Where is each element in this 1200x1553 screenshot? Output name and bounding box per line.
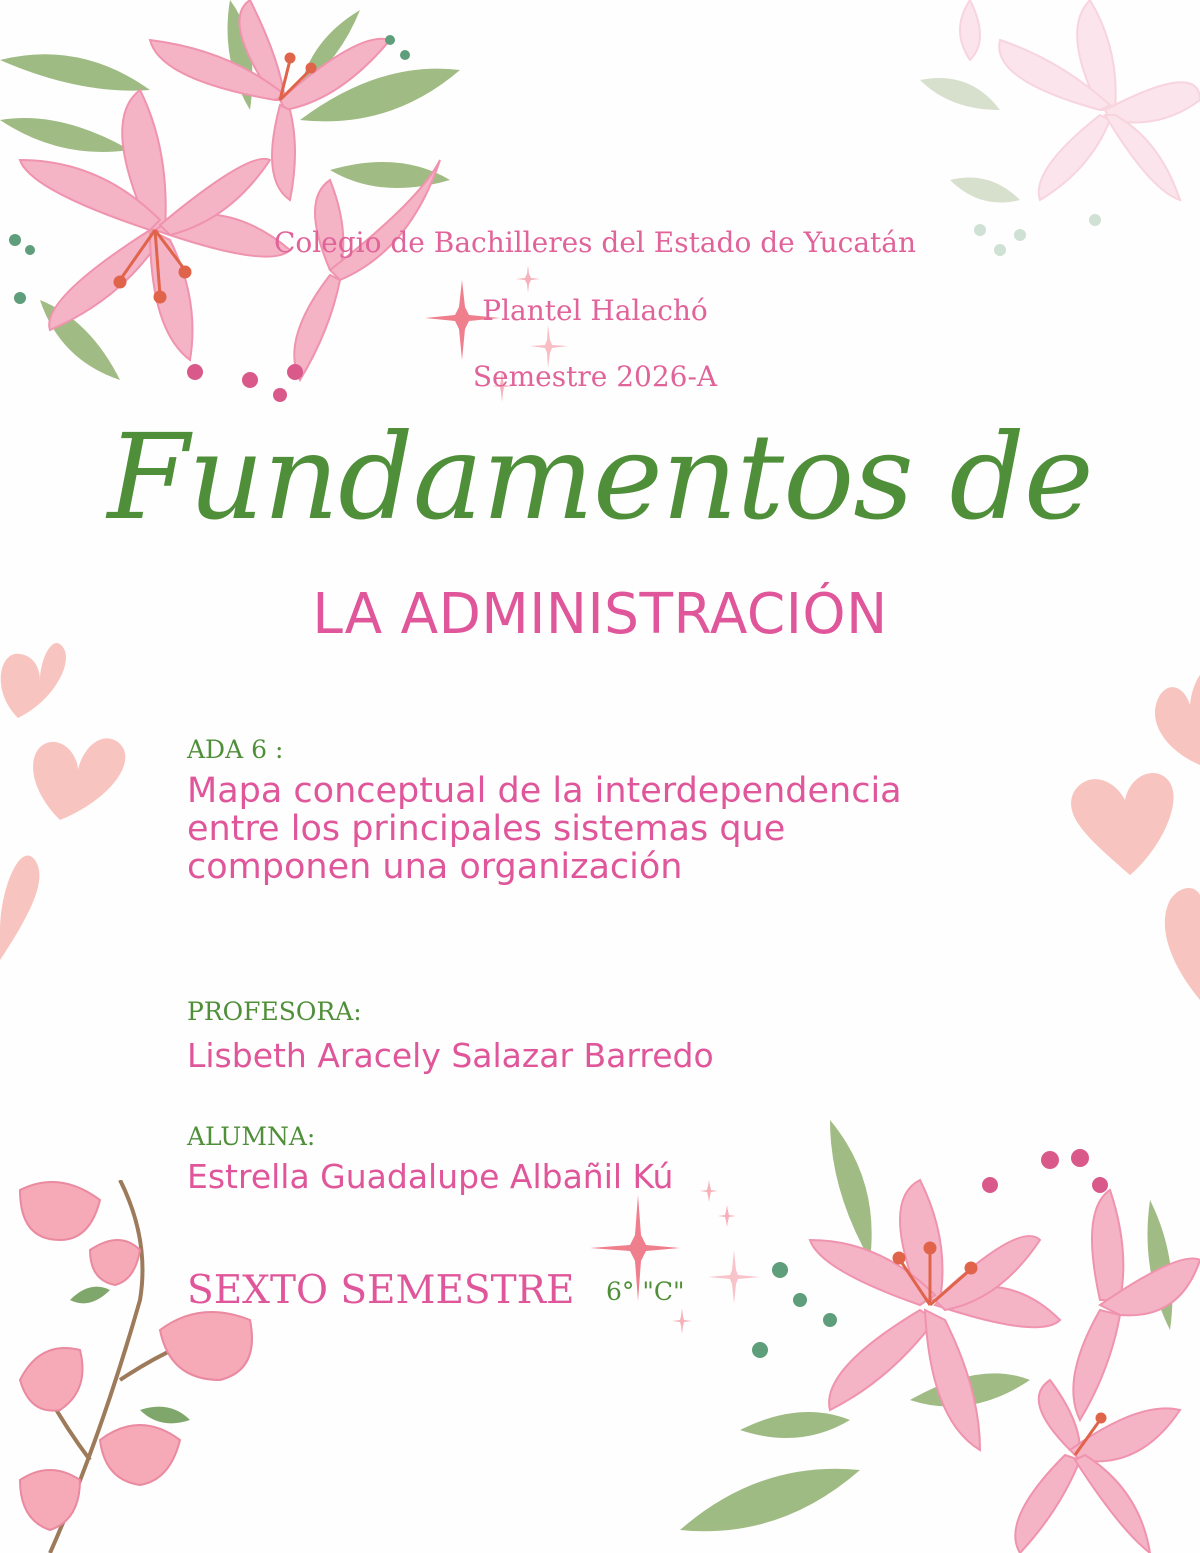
college-name: Colegio de Bachilleres del Estado de Yucatán <box>273 226 917 259</box>
teacher-name: Lisbeth Aracely Salazar Barredo <box>187 1036 714 1075</box>
title-script: Fundamentos de <box>107 408 1093 546</box>
hearts-left <box>0 630 140 970</box>
student-label: ALUMNA: <box>187 1122 316 1151</box>
group-label: 6° "C" <box>606 1277 685 1306</box>
teacher-label: PROFESORA: <box>187 997 362 1026</box>
semester-period: Semestre 2026-A <box>472 360 718 393</box>
sparkle-cluster-bottom <box>580 1180 780 1350</box>
title-subject: LA ADMINISTRACIÓN <box>312 582 888 647</box>
student-name: Estrella Guadalupe Albañil Kú <box>187 1157 674 1196</box>
hearts-right <box>1060 670 1200 1000</box>
assignment-topic: Mapa conceptual de la interdependencia entre los principales sistemas que componen una organización <box>187 771 902 887</box>
grade-semester: SEXTO SEMESTRE <box>187 1268 575 1313</box>
campus-name: Plantel Halachó <box>482 294 708 327</box>
carnation-branch-bottom-left <box>0 1180 280 1553</box>
assignment-label: ADA 6 : <box>187 735 284 764</box>
